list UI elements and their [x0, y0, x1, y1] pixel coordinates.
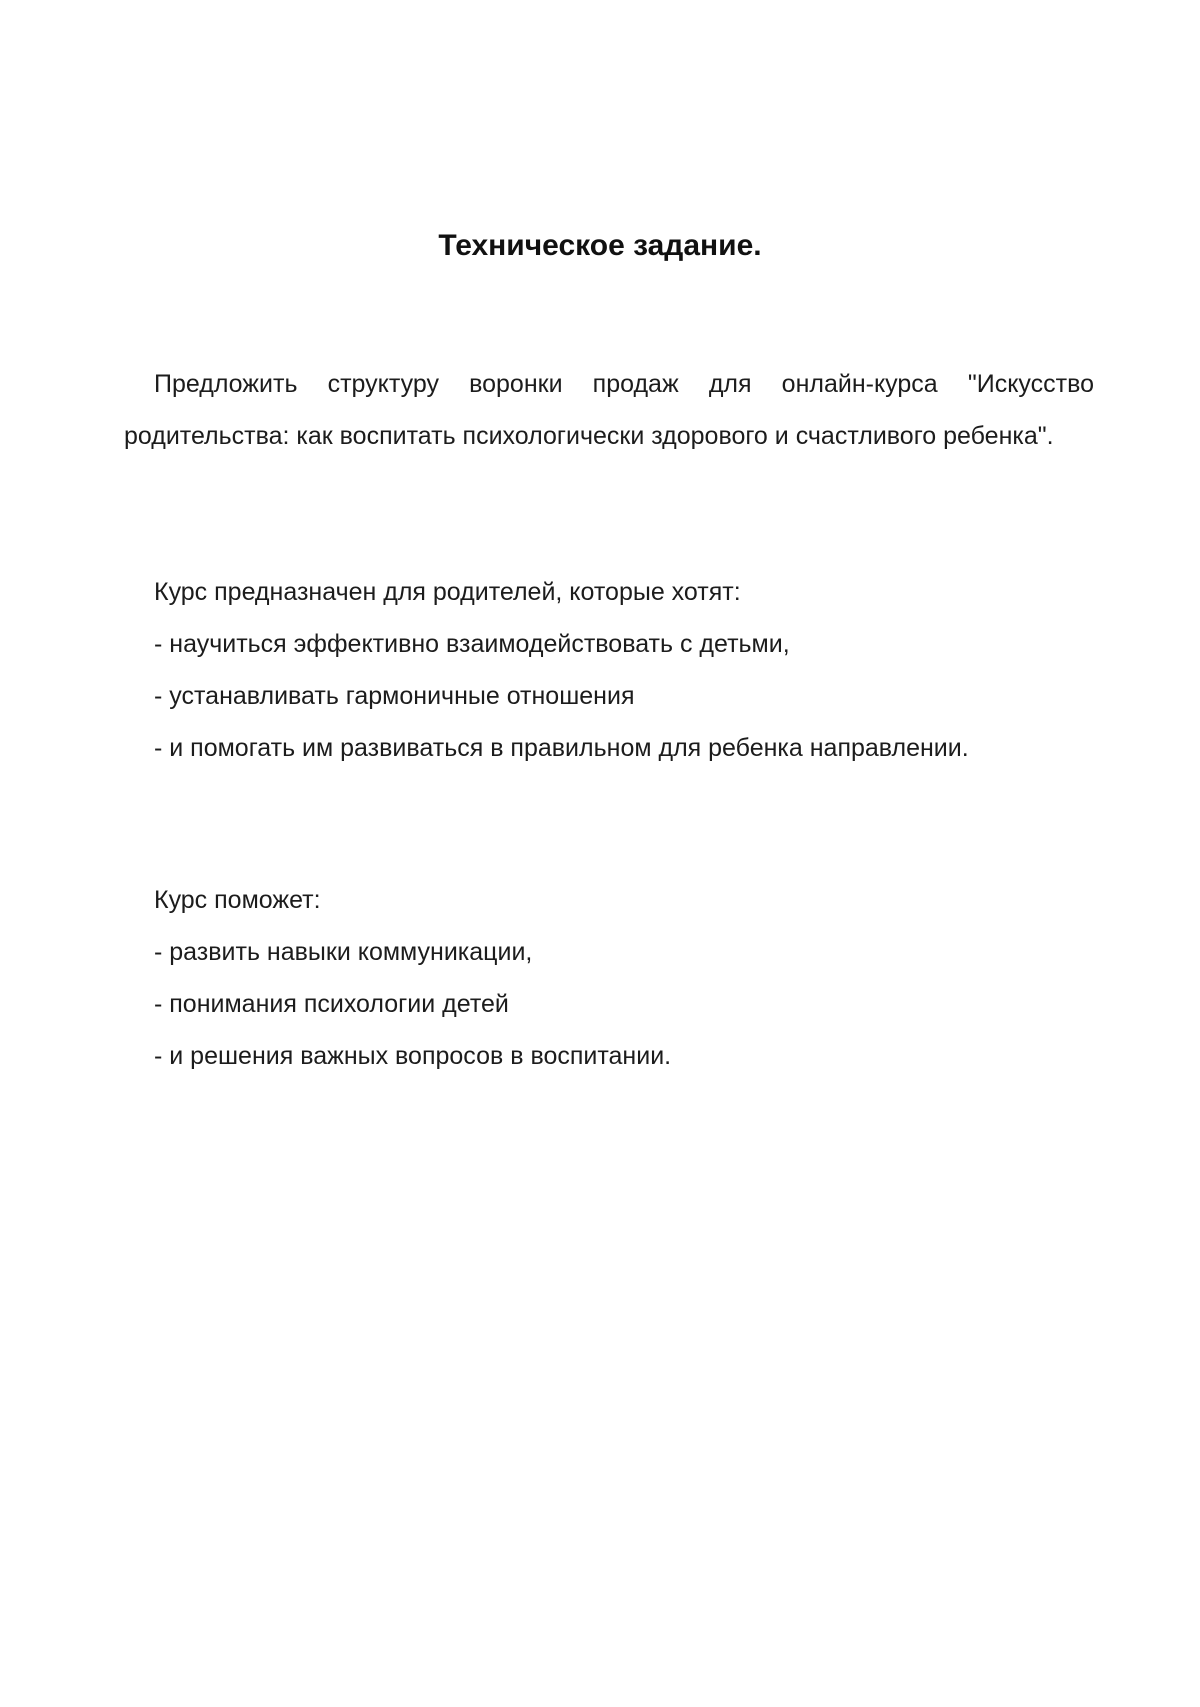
- intro-paragraph: Предложить структуру воронки продаж для онлайн-курса "Искусство родительства: как воспитать психологически здорового и счастливого ребенка".: [124, 370, 1094, 450]
- benefits-lead: Курс поможет:: [154, 886, 321, 914]
- list-item: - научиться эффективно взаимодействовать с детьми,: [154, 630, 790, 658]
- list-item: - и решения важных вопросов в воспитании.: [154, 1042, 672, 1070]
- benefits-list: [124, 926, 1094, 1082]
- intro-section: [124, 358, 1094, 462]
- list-item: - и помогать им развиваться в правильном для ребенка направлении.: [154, 734, 969, 762]
- audience-list: [124, 618, 1094, 774]
- list-item: - развить навыки коммуникации,: [154, 938, 533, 966]
- audience-lead: Курс предназначен для родителей, которые хотят:: [154, 578, 741, 606]
- list-item: - понимания психологии детей: [154, 990, 509, 1018]
- audience-section: [124, 566, 1094, 774]
- list-item: - устанавливать гармоничные отношения: [154, 682, 635, 710]
- benefits-section: [124, 874, 1094, 1082]
- document-title: Техническое задание.: [438, 229, 762, 262]
